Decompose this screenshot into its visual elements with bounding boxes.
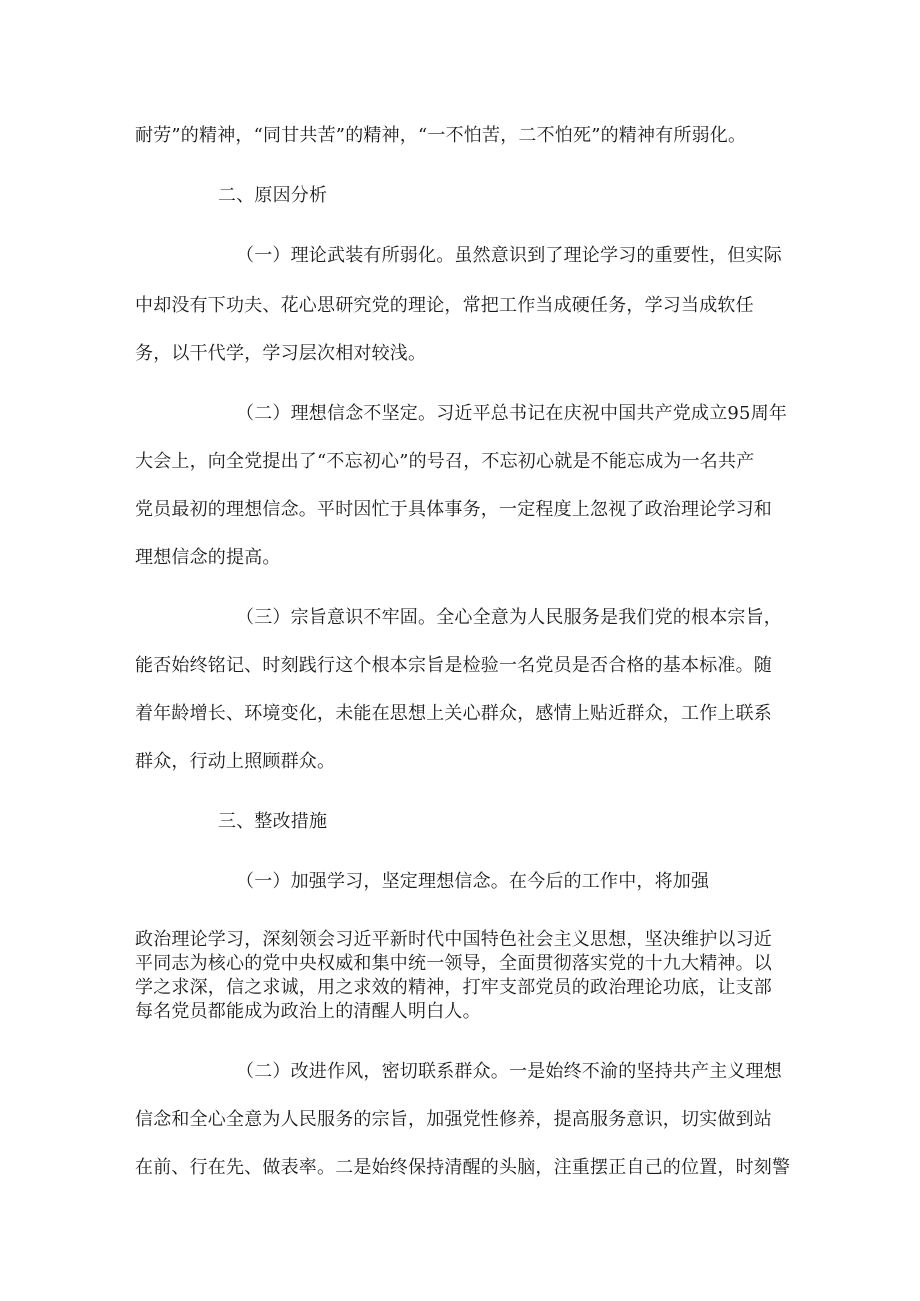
paragraph-line: 政治理论学习，深刻领会习近平新时代中国特色社会主义思想，坚决维护以习近 [135,929,772,950]
paragraph-line: 信念和全心全意为人民服务的宗旨，加强党性修养，提高服务意识，切实做到站 [135,1109,772,1130]
section-heading-rectification-measures: 三、整改措施 [218,811,328,832]
paragraph-line: 理想信念的提高。 [135,547,281,568]
paragraph-line: 平同志为核心的党中央权威和集中统一领导，全面贯彻落实党的十九大精神。以 [135,953,772,974]
paragraph-line: 务，以干代学，学习层次相对较浅。 [135,343,427,364]
paragraph-line: 大会上，向全党提出了“不忘初心”的号召，不忘初心就是不能忘成为一名共产 [135,451,755,472]
paragraph-line: 党员最初的理想信念。平时因忙于具体事务，一定程度上忽视了政治理论学习和 [135,499,772,520]
paragraph-line: 着年龄增长、环境变化，未能在思想上关心群众，感情上贴近群众，工作上联系 [135,703,772,724]
paragraph-line: （二）理想信念不坚定。习近平总书记在庆祝中国共产党成立95周年 [236,403,788,424]
paragraph-line: （一）加强学习，坚定理想信念。在今后的工作中，将加强 [236,871,710,892]
paragraph-line: 中却没有下功夫、花心思研究党的理论，常把工作当成硬任务，学习当成软任 [135,295,754,316]
paragraph-line: 能否始终铭记、时刻践行这个根本宗旨是检验一名党员是否合格的基本标准。随 [135,655,772,676]
paragraph-line: （三）宗旨意识不牢固。全心全意为人民服务是我们党的根本宗旨， [236,607,782,628]
paragraph-line: 群众，行动上照顾群众。 [135,751,336,772]
paragraph-line: 在前、行在先、做表率。二是始终保持清醒的头脑，注重摆正自己的位置，时刻警 [135,1157,791,1178]
paragraph-line: （一）理论武装有所弱化。虽然意识到了理论学习的重要性，但实际 [236,245,782,266]
section-heading-cause-analysis: 二、原因分析 [218,185,328,206]
paragraph-line: （二）改进作风，密切联系群众。一是始终不渝的坚持共产主义理想 [236,1061,782,1082]
paragraph-line: 学之求深，信之求诚，用之求效的精神，打牢支部党员的政治理论功底，让支部 [135,977,772,998]
paragraph-line: 每名党员都能成为政治上的清醒人明白人。 [135,1001,481,1022]
paragraph-line: 耐劳”的精神，“同甘共苦”的精神，“一不怕苦，二不怕死”的精神有所弱化。 [135,125,747,146]
